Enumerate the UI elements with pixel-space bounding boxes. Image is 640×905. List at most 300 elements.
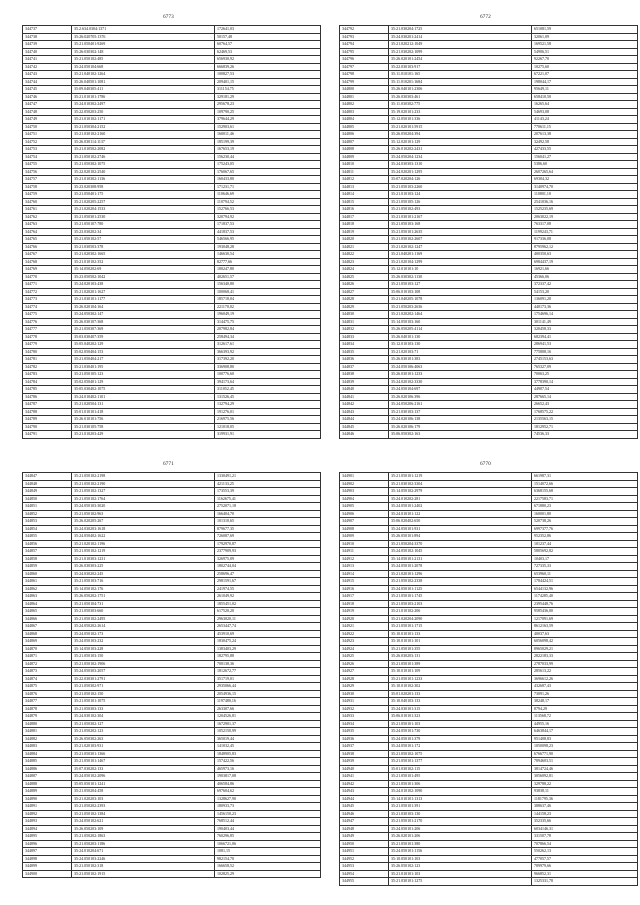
value-cell: 172641,03 xyxy=(215,26,321,34)
table-row xyxy=(23,773,321,781)
table-row xyxy=(340,840,638,848)
table-row xyxy=(340,251,638,259)
value-cell: 653960,11 xyxy=(532,570,638,578)
table-row xyxy=(340,191,638,199)
value-cell: 100827,53 xyxy=(215,71,321,79)
value-cell: 440173,36 xyxy=(532,303,638,311)
cadastral-number-cell: 35:21.050103:127 xyxy=(389,281,532,289)
table-row xyxy=(23,503,321,511)
value-cell: 2745153,63 xyxy=(532,356,638,364)
value-cell: 16265,64 xyxy=(532,101,638,109)
table-row xyxy=(23,26,321,34)
row-id-cell: 344878 xyxy=(23,705,72,713)
row-id-cell: 344924 xyxy=(340,645,389,653)
table-panel-2 xyxy=(339,15,632,439)
cadastral-number-cell: 35:21.020103:931 xyxy=(72,743,215,751)
cadastral-number-cell: 35:21.020102:1196 xyxy=(72,540,215,548)
table-row xyxy=(23,348,321,356)
table-row xyxy=(23,236,321,244)
value-cell: 352335,66 xyxy=(532,818,638,826)
table-row xyxy=(340,473,638,481)
cadastral-number-cell: 35:21.010502:2082 xyxy=(72,146,215,154)
row-id-cell: 344919 xyxy=(340,608,389,616)
cadastral-number-cell: 35:24.050102:2096 xyxy=(72,773,215,781)
value-cell: 312617,61 xyxy=(215,341,321,349)
table-row xyxy=(340,138,638,146)
row-id-cell: 344762 xyxy=(23,213,72,221)
value-cell: 131526,45 xyxy=(215,393,321,401)
row-id-cell: 344951 xyxy=(340,848,389,856)
table-row xyxy=(23,56,321,64)
cadastral-number-cell: 35:26.030303:225 xyxy=(72,563,215,571)
row-id-cell: 344841 xyxy=(340,393,389,401)
row-id-cell: 344913 xyxy=(340,563,389,571)
row-id-cell: 344777 xyxy=(23,326,72,334)
table-row xyxy=(340,675,638,683)
table-row xyxy=(340,510,638,518)
row-id-cell: 344848 xyxy=(23,480,72,488)
table-row xyxy=(340,833,638,841)
row-id-cell: 344869 xyxy=(23,638,72,646)
table-row xyxy=(23,533,321,541)
value-cell: 156340,80 xyxy=(215,281,321,289)
cadastral-number-cell: 35:26.040101:2306 xyxy=(389,86,532,94)
row-id-cell: 344947 xyxy=(340,818,389,826)
row-id-cell: 344826 xyxy=(340,281,389,289)
table-row xyxy=(23,750,321,758)
cadastral-number-cell: 35:26.050205:4114 xyxy=(389,326,532,334)
cadastral-number-cell: 35:24.050102:173 xyxy=(72,630,215,638)
row-id-cell: 344865 xyxy=(23,608,72,616)
row-id-cell: 344832 xyxy=(340,326,389,334)
row-id-cell: 344828 xyxy=(340,296,389,304)
cadastral-number-cell: 35:21.030101:1275 xyxy=(389,878,532,886)
table-row xyxy=(23,191,321,199)
table-row xyxy=(23,258,321,266)
table-row xyxy=(340,168,638,176)
table-row xyxy=(340,273,638,281)
row-id-cell: 344897 xyxy=(23,848,72,856)
cadastral-number-cell: 35:21.050304:2152 xyxy=(72,123,215,131)
cadastral-number-cell: 35:01.020201:133 xyxy=(389,690,532,698)
cadastral-number-cell: 35:21.050102:2746 xyxy=(72,153,215,161)
cadastral-number-cell: 35:12.010101:10 xyxy=(389,266,532,274)
table-row xyxy=(340,683,638,691)
value-cell: 6997377,76 xyxy=(532,525,638,533)
cadastral-number-cell: 35:21.020204:1533 xyxy=(72,206,215,214)
row-id-cell: 344937 xyxy=(340,743,389,751)
cadastral-number-cell: 35:21.050101:1715 xyxy=(389,623,532,631)
table-row xyxy=(23,518,321,526)
row-id-cell: 344854 xyxy=(23,525,72,533)
row-id-cell: 344954 xyxy=(340,870,389,878)
table-row xyxy=(340,341,638,349)
table-row xyxy=(23,788,321,796)
cadastral-number-cell: 35:21.050103:716 xyxy=(72,578,215,586)
table-row xyxy=(23,480,321,488)
cadastral-number-cell: 35:21.050404:217 xyxy=(72,356,215,364)
row-id-cell: 344750 xyxy=(23,123,72,131)
value-cell: 775808,16 xyxy=(532,348,638,356)
row-id-cell: 344871 xyxy=(23,653,72,661)
value-cell: 336908,80 xyxy=(215,363,321,371)
row-id-cell: 344885 xyxy=(23,758,72,766)
value-cell: 10275,60 xyxy=(532,63,638,71)
cadastral-number-cell: 35:21.010102:206 xyxy=(389,608,532,616)
table-row xyxy=(340,48,638,56)
value-cell: 185199,39 xyxy=(215,138,321,146)
cadastral-number-cell: 35:26:030302:148 xyxy=(72,48,215,56)
table-row xyxy=(340,578,638,586)
row-id-cell: 344882 xyxy=(23,735,72,743)
value-cell: 770611,15 xyxy=(532,123,638,131)
row-id-cell: 344863 xyxy=(23,593,72,601)
table-row xyxy=(340,311,638,319)
value-cell: 152903,61 xyxy=(215,123,321,131)
cadastral-number-cell: 35:21.030503:378 xyxy=(72,243,215,251)
cadastral-number-cell: 35:06.050302:163 xyxy=(389,431,532,439)
row-id-cell: 344760 xyxy=(23,198,72,206)
value-cell: 2981591,67 xyxy=(215,578,321,586)
table-row xyxy=(23,318,321,326)
table-row xyxy=(340,206,638,214)
row-id-cell: 344785 xyxy=(23,386,72,394)
row-id-cell: 344816 xyxy=(340,206,389,214)
cadastral-number-cell: 35:24.010102:1090 xyxy=(389,788,532,796)
row-id-cell: 344851 xyxy=(23,503,72,511)
row-id-cell: 344852 xyxy=(23,510,72,518)
table-row xyxy=(340,765,638,773)
row-id-cell: 344953 xyxy=(340,863,389,871)
cadastral-number-cell: 35:23.050502:1042 xyxy=(72,273,215,281)
table-row xyxy=(340,653,638,661)
value-cell: 301141,49 xyxy=(532,318,638,326)
value-cell: 789979,66 xyxy=(532,863,638,871)
table-row xyxy=(340,540,638,548)
value-cell: 726087,69 xyxy=(215,533,321,541)
table-row xyxy=(23,578,321,586)
row-id-cell: 344936 xyxy=(340,735,389,743)
row-id-cell: 344858 xyxy=(23,555,72,563)
cadastral-number-cell: 35:21.050101:389 xyxy=(389,660,532,668)
cadastral-number-cell: 35:21.020205:2257 xyxy=(72,198,215,206)
table-row xyxy=(340,525,638,533)
row-id-cell: 344844 xyxy=(340,416,389,424)
value-cell: 92267,70 xyxy=(532,56,638,64)
table-row xyxy=(23,653,321,661)
row-id-cell: 344773 xyxy=(23,296,72,304)
table-row xyxy=(340,333,638,341)
value-cell: 2395448,76 xyxy=(532,600,638,608)
cadastral-number-cell: 35:21.030103:137 xyxy=(389,408,532,416)
cadastral-number-cell: 35:21.050301:1366 xyxy=(72,750,215,758)
row-id-cell: 344835 xyxy=(340,348,389,356)
value-cell: 54906,51 xyxy=(532,48,638,56)
value-cell: 216975,56 xyxy=(215,416,321,424)
table-row xyxy=(23,713,321,721)
cadastral-number-cell: 35:21.020202:1464 xyxy=(389,311,532,319)
value-cell: 1174285,40 xyxy=(532,593,638,601)
value-cell: 295678,23 xyxy=(215,101,321,109)
table-row xyxy=(23,48,321,56)
row-id-cell: 344740 xyxy=(23,48,72,56)
row-id-cell: 344810 xyxy=(340,161,389,169)
value-cell: 1383403,29 xyxy=(215,645,321,653)
table-row xyxy=(23,600,321,608)
row-id-cell: 344802 xyxy=(340,101,389,109)
value-cell: 32492,58 xyxy=(532,138,638,146)
table-row xyxy=(340,788,638,796)
row-id-cell: 344942 xyxy=(340,780,389,788)
cadastral-number-cell: 35:21.050102:1219 xyxy=(72,548,215,556)
table-panel-1 xyxy=(22,15,315,439)
row-id-cell: 344748 xyxy=(23,108,72,116)
cadastral-number-cell: 35:21.050101:355 xyxy=(389,645,532,653)
cadastral-number-cell: 35:21.050102:1075 xyxy=(389,750,532,758)
row-id-cell: 344860 xyxy=(23,570,72,578)
table-row xyxy=(23,131,321,139)
cadastral-number-cell: 35:05.050101:1241 xyxy=(72,780,215,788)
cadastral-number-cell: 35:24.050102:621 xyxy=(72,818,215,826)
table-row xyxy=(340,645,638,653)
value-cell: 82777,66 xyxy=(215,258,321,266)
value-cell: 1204526,81 xyxy=(215,713,321,721)
table-row xyxy=(23,401,321,409)
row-id-cell: 344912 xyxy=(340,555,389,563)
table-row xyxy=(340,423,638,431)
table-row xyxy=(23,623,321,631)
value-cell: 951408,83 xyxy=(532,735,638,743)
cadastral-number-cell: 35:24.050104:668 xyxy=(72,63,215,71)
row-id-cell: 344891 xyxy=(23,803,72,811)
table-row xyxy=(23,341,321,349)
value-cell: 3056092,81 xyxy=(532,773,638,781)
row-id-cell: 344892 xyxy=(23,810,72,818)
row-id-cell: 344794 xyxy=(340,41,389,49)
row-id-cell: 344792 xyxy=(340,26,389,34)
value-cell: 727335,33 xyxy=(532,563,638,571)
cadastral-number-cell: 35:21.050101:1075 xyxy=(72,698,215,706)
table-row xyxy=(23,795,321,803)
table-row xyxy=(23,371,321,379)
cadastral-number-cell: 35:22.030301:2791 xyxy=(72,675,215,683)
table-caption: 6770 xyxy=(480,462,491,467)
value-cell: 432687,43 xyxy=(532,683,638,691)
cadastral-number-cell: 35:26.020101:2454 xyxy=(389,56,532,64)
row-id-cell: 344789 xyxy=(23,416,72,424)
value-cell: 700138,36 xyxy=(215,660,321,668)
value-cell: 93838,11 xyxy=(532,788,638,796)
cadastral-number-cell: 35:24.020102:3330 xyxy=(389,378,532,386)
value-cell: 182795,88 xyxy=(215,653,321,661)
table-row xyxy=(23,138,321,146)
value-cell: 67221,07 xyxy=(532,71,638,79)
cadastral-number-cell: 35:21.050102:493 xyxy=(389,206,532,214)
row-id-cell: 344817 xyxy=(340,213,389,221)
table-row xyxy=(23,825,321,833)
row-id-cell: 344836 xyxy=(340,356,389,364)
cadastral-number-cell: 35:24.050101:1156 xyxy=(389,848,532,856)
row-id-cell: 344756 xyxy=(23,168,72,176)
table-row xyxy=(23,765,321,773)
cadastral-number-cell: 35:21.050101:2635 xyxy=(389,228,532,236)
cadastral-number-cell: 35:26.050204:394 xyxy=(389,131,532,139)
cadastral-number-cell: 35:21.050301:2530 xyxy=(72,213,215,221)
value-cell: 285613,22 xyxy=(532,668,638,676)
value-cell: 365019,44 xyxy=(215,735,321,743)
cadastral-number-cell: 35:21.020203:103 xyxy=(72,795,215,803)
table-row xyxy=(340,480,638,488)
table-row xyxy=(23,585,321,593)
table-row xyxy=(340,108,638,116)
table-row xyxy=(23,326,321,334)
cadastral-number-cell: 35:21.010103:124 xyxy=(389,191,532,199)
cadastral-number-cell: 35:21.050203:1186 xyxy=(72,840,215,848)
row-id-cell: 344864 xyxy=(23,600,72,608)
table-row xyxy=(340,288,638,296)
cadastral-number-cell: 35:21.050202:2393 xyxy=(72,803,215,811)
table-row xyxy=(340,803,638,811)
row-id-cell: 344765 xyxy=(23,236,72,244)
table-row xyxy=(340,236,638,244)
row-id-cell: 344935 xyxy=(340,728,389,736)
value-cell: 1514072,66 xyxy=(532,480,638,488)
value-cell: 326975,09 xyxy=(215,555,321,563)
value-cell: 697604,62 xyxy=(215,788,321,796)
table-row xyxy=(23,123,321,131)
row-id-cell: 344903 xyxy=(340,488,389,496)
row-id-cell: 344774 xyxy=(23,303,72,311)
cadastral-number-cell: 35:10.010101:109 xyxy=(389,668,532,676)
row-id-cell: 344739 xyxy=(23,41,72,49)
cadastral-number-cell: 35:21.010302:1136 xyxy=(72,176,215,184)
cadastral-number-cell: 35:21.040102:1264 xyxy=(72,71,215,79)
value-cell: 1792970,87 xyxy=(215,540,321,548)
value-cell: 8794,29 xyxy=(532,705,638,713)
value-cell: 6034146,31 xyxy=(532,825,638,833)
cadastral-number-cell: 35:21.050401:175 xyxy=(72,191,215,199)
cadastral-number-cell: 35:26.030114:1137 xyxy=(72,138,215,146)
row-id-cell: 344737 xyxy=(23,26,72,34)
table-row xyxy=(340,735,638,743)
value-cell: 546566,95 xyxy=(215,236,321,244)
row-id-cell: 344781 xyxy=(23,356,72,364)
cadastral-number-cell: 35:21.020201:1627 xyxy=(72,288,215,296)
table-row xyxy=(23,630,321,638)
table-row xyxy=(23,416,321,424)
cadastral-number-cell: 35:21.050102:485 xyxy=(72,56,215,64)
row-id-cell: 344877 xyxy=(23,698,72,706)
cadastral-number-cell: 35:24.050101:172 xyxy=(389,743,532,751)
table-row xyxy=(23,593,321,601)
row-id-cell: 344807 xyxy=(340,138,389,146)
value-cell: 1199243,71 xyxy=(532,228,638,236)
table-row xyxy=(23,228,321,236)
cadastral-number-cell: 35:14.050103:160 xyxy=(389,318,532,326)
value-cell: 171837,53 xyxy=(215,221,321,229)
row-id-cell: 344916 xyxy=(340,585,389,593)
row-id-cell: 344884 xyxy=(23,750,72,758)
cadastral-number-cell: 35:21.050302:127 xyxy=(72,720,215,728)
cadastral-number-cell: 35:21.020504:131 xyxy=(72,401,215,409)
table-row xyxy=(340,281,638,289)
table-row xyxy=(340,600,638,608)
cadastral-number-cell: 35:24.030303:1310 xyxy=(389,161,532,169)
cadastral-number-cell: 35:24.050103:2246 xyxy=(72,855,215,863)
row-id-cell: 344906 xyxy=(340,510,389,518)
table-row xyxy=(23,393,321,401)
row-id-cell: 344938 xyxy=(340,750,389,758)
row-id-cell: 344939 xyxy=(340,758,389,766)
cadastral-number-cell: 35:24.050101:2402 xyxy=(389,503,532,511)
table-row xyxy=(23,495,321,503)
row-id-cell: 344797 xyxy=(340,63,389,71)
table-row xyxy=(23,146,321,154)
table-row xyxy=(340,863,638,871)
row-id-cell: 344932 xyxy=(340,705,389,713)
row-id-cell: 344783 xyxy=(23,371,72,379)
table-row xyxy=(23,71,321,79)
table-row xyxy=(23,615,321,623)
row-id-cell: 344928 xyxy=(340,675,389,683)
row-id-cell: 344738 xyxy=(23,33,72,41)
row-id-cell: 344812 xyxy=(340,176,389,184)
value-cell: 169521,58 xyxy=(532,41,638,49)
row-id-cell: 344845 xyxy=(340,423,389,431)
cadastral-number-cell: 35:21.010102:1171 xyxy=(72,116,215,124)
row-id-cell: 344749 xyxy=(23,116,72,124)
table-row xyxy=(340,878,638,886)
value-cell: 331507,78 xyxy=(532,833,638,841)
value-cell: 6463844,17 xyxy=(532,728,638,736)
value-cell: 166404,70 xyxy=(215,510,321,518)
cadastral-number-cell: 35:24.010204:671 xyxy=(72,848,215,856)
row-id-cell: 344788 xyxy=(23,408,72,416)
row-id-cell: 344887 xyxy=(23,773,72,781)
table-row xyxy=(340,183,638,191)
row-id-cell: 344855 xyxy=(23,533,72,541)
value-cell: 2541036,16 xyxy=(532,198,638,206)
row-id-cell: 344811 xyxy=(340,168,389,176)
table-caption: 6772 xyxy=(480,15,491,20)
row-id-cell: 344827 xyxy=(340,288,389,296)
value-cell: 286941,53 xyxy=(532,341,638,349)
table-row xyxy=(23,78,321,86)
value-cell: 146630,54 xyxy=(215,251,321,259)
table-row xyxy=(23,183,321,191)
row-id-cell: 344778 xyxy=(23,333,72,341)
cadastral-number-cell: 35:21.050101:103 xyxy=(389,720,532,728)
value-cell: 41143,24 xyxy=(532,116,638,124)
value-cell: 311154,75 xyxy=(215,86,321,94)
cadastral-number-cell: 35:14.050102:176 xyxy=(72,585,215,593)
value-cell: 1768575,22 xyxy=(532,408,638,416)
row-id-cell: 344875 xyxy=(23,683,72,691)
cadastral-number-cell: 35:26.010202:2431 xyxy=(389,146,532,154)
table-row xyxy=(340,123,638,131)
row-id-cell: 344830 xyxy=(340,311,389,319)
table-row xyxy=(340,243,638,251)
value-cell: 707866,54 xyxy=(532,840,638,848)
cadastral-number-cell: 35:21.050103:2260 xyxy=(389,183,532,191)
value-cell: 185718,04 xyxy=(215,296,321,304)
table-row xyxy=(23,735,321,743)
row-id-cell: 344899 xyxy=(23,863,72,871)
value-cell: 1855451,02 xyxy=(215,600,321,608)
table-row xyxy=(23,116,321,124)
table-row xyxy=(23,473,321,481)
table-row xyxy=(23,548,321,556)
